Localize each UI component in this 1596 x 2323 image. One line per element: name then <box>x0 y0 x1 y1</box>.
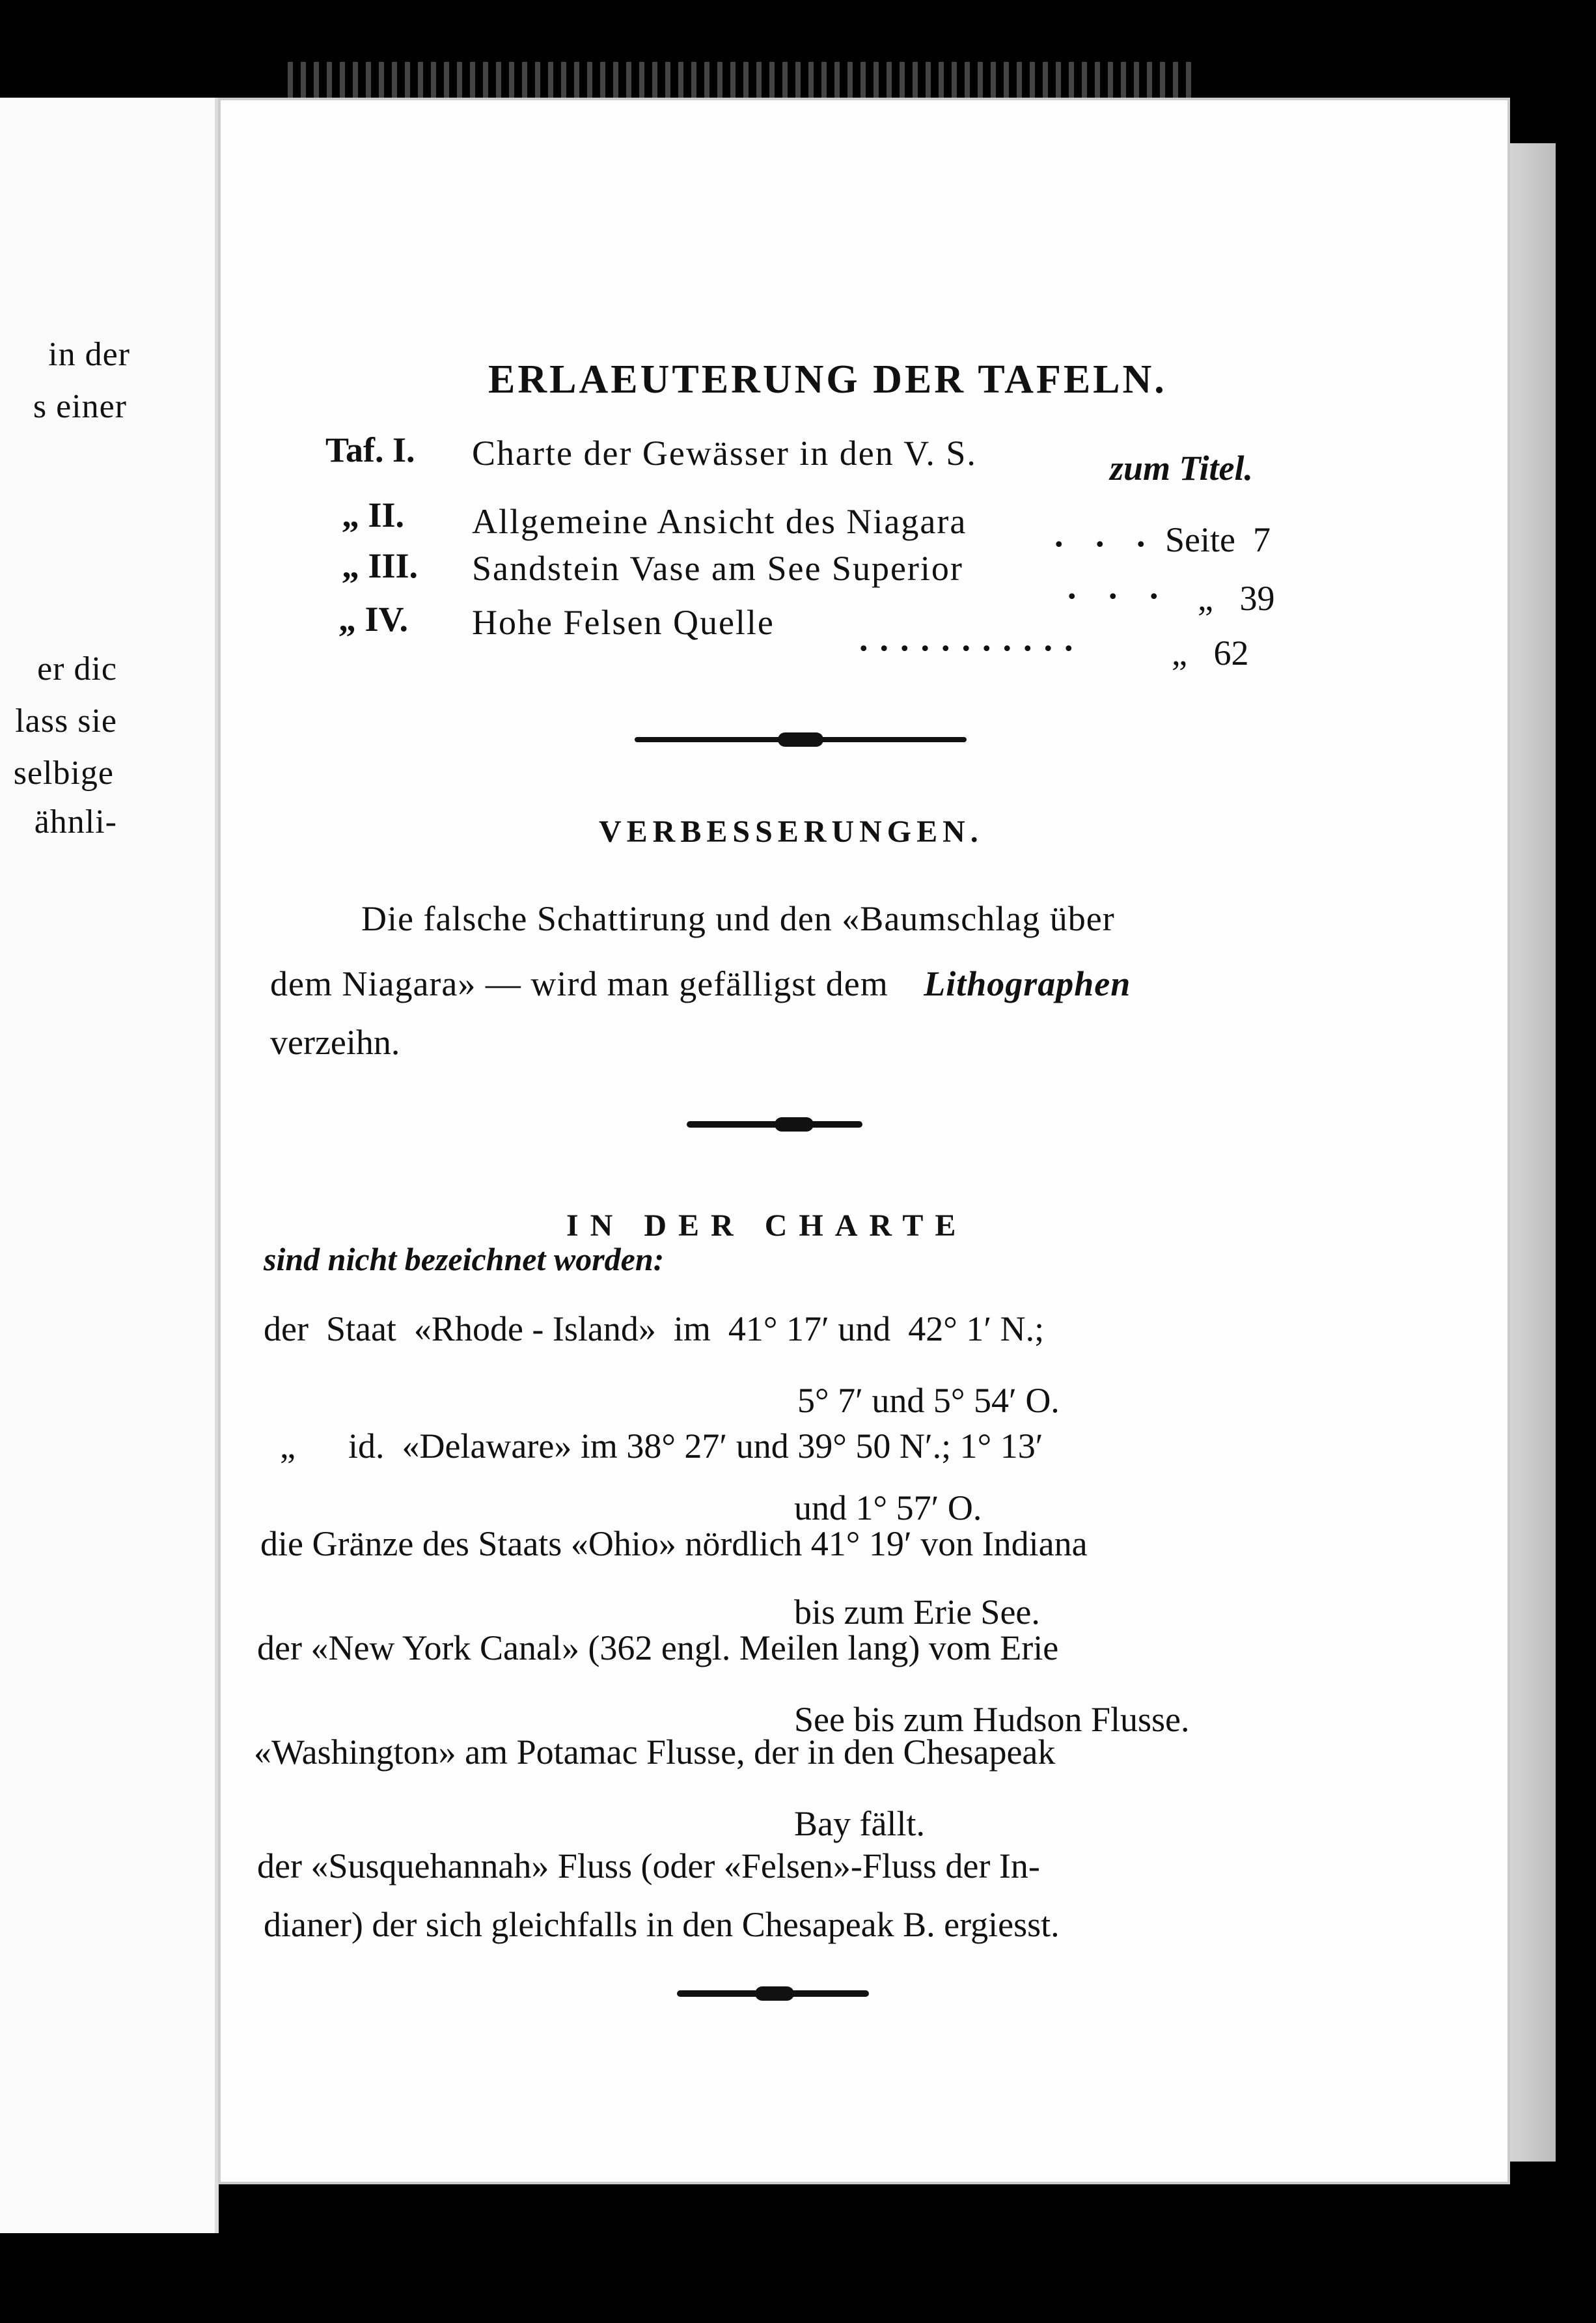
leader-dots: ........... <box>859 619 1085 658</box>
leader-dots: . . . <box>1067 567 1170 606</box>
corrections-line: Die falsche Schattirung und den «Baumschlag über <box>361 899 1115 938</box>
left-line: ähnli- <box>34 803 117 841</box>
charte-line: der «Susquehannah» Fluss (oder «Felsen»-Fluss der In- <box>257 1846 1040 1885</box>
left-line: s einer <box>33 388 127 425</box>
charte-line: der «New York Canal» (362 engl. Meilen lang) vom Erie <box>257 1628 1059 1667</box>
charte-line: bis zum Erie See. <box>794 1593 1040 1632</box>
charte-subheading: sind nicht bezeichnet worden: <box>264 1241 665 1277</box>
plate-reference: „ 39 <box>1198 579 1275 618</box>
charte-line: „ id. «Delaware» im 38° 27′ und 39° 50 N′.; 1° 13′ <box>280 1426 1043 1466</box>
plate-title: Allgemeine Ansicht des Niagara <box>472 502 967 541</box>
page-title: ERLAEUTERUNG DER TAFELN. <box>488 357 1167 402</box>
left-page <box>0 98 219 2233</box>
corrections-line: dem Niagara» — wird man gefälligst dem Lithographen <box>270 964 1131 1003</box>
plate-title: Charte der Gewässer in den V. S. <box>472 434 977 473</box>
left-line: in der <box>48 336 130 373</box>
plate-title: Sandstein Vase am See Superior <box>472 549 963 588</box>
plate-number: „ IV. <box>338 600 409 639</box>
charte-line: Bay fällt. <box>794 1804 925 1843</box>
charte-line: und 1° 57′ O. <box>794 1488 982 1527</box>
charte-line: «Washington» am Potamac Flusse, der in den Chesapeak <box>254 1732 1056 1772</box>
plate-title: Hohe Felsen Quelle <box>472 603 775 642</box>
plate-number: „ III. <box>342 546 419 585</box>
plate-reference: Seite 7 <box>1165 520 1271 559</box>
plate-reference: „ 62 <box>1172 633 1249 673</box>
left-line: er dic <box>37 650 117 688</box>
charte-line: der Staat «Rhode - Island» im 41° 17′ und 42° 1′ N.; <box>264 1309 1045 1348</box>
left-line: selbige <box>13 755 114 792</box>
plate-number: „ II. <box>342 495 405 535</box>
leader-dots: . . . <box>1054 515 1157 554</box>
corrections-heading: VERBESSERUNGEN. <box>599 814 984 849</box>
plate-reference: zum Titel. <box>1110 449 1254 488</box>
charte-line: die Gränze des Staats «Ohio» nördlich 41° 19′ von Indiana <box>260 1524 1088 1563</box>
charte-line: See bis zum Hudson Flusse. <box>794 1700 1190 1739</box>
corrections-line: verzeihn. <box>270 1023 400 1062</box>
charte-line: 5° 7′ und 5° 54′ O. <box>797 1381 1060 1420</box>
charte-heading: IN DER CHARTE <box>566 1208 968 1243</box>
plate-number: Taf. I. <box>325 430 415 469</box>
charte-line: dianer) der sich gleichfalls in den Chesapeak B. ergiesst. <box>264 1905 1060 1944</box>
left-line: lass sie <box>15 702 117 740</box>
